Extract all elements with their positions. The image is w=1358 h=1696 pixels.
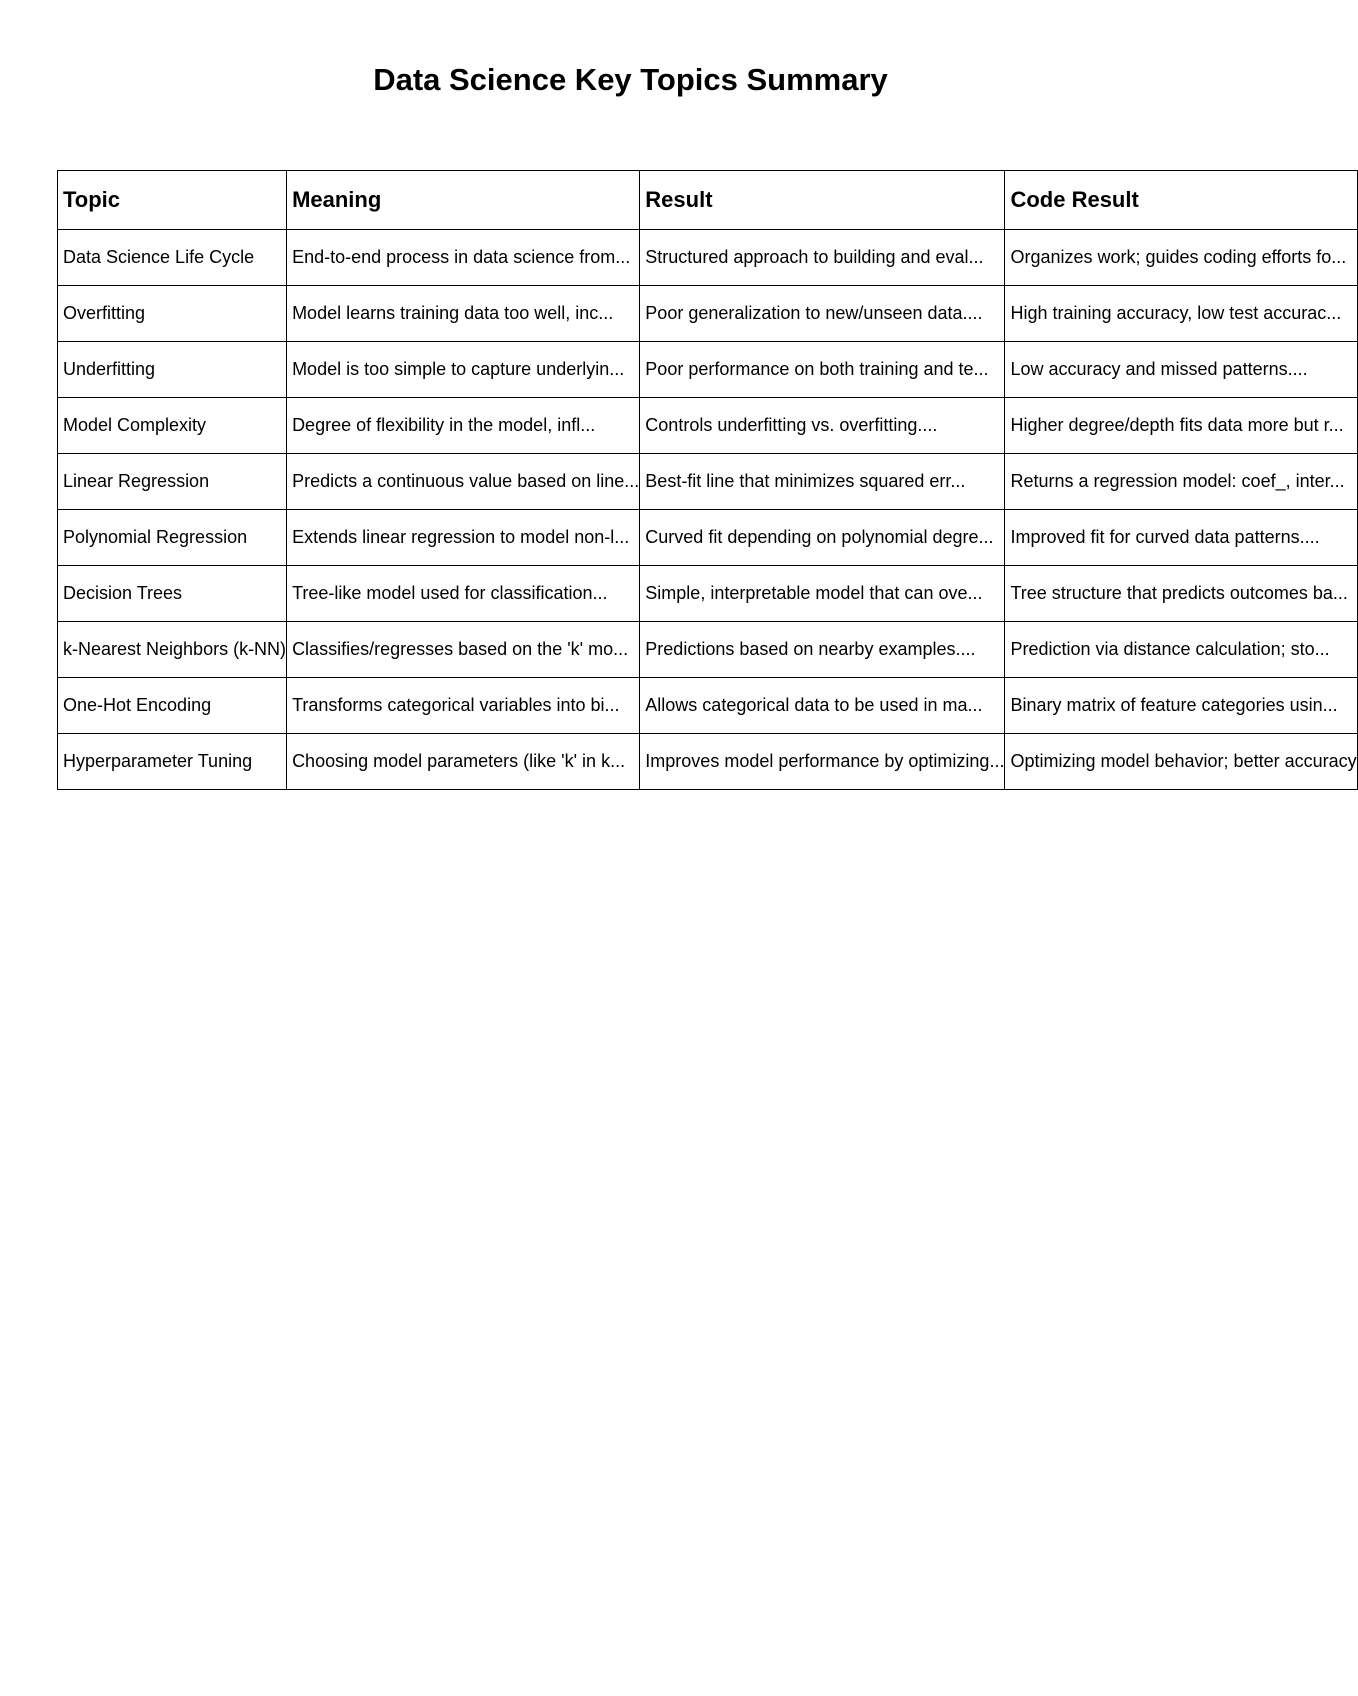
- cell-meaning: Degree of flexibility in the model, infl...: [287, 398, 640, 454]
- column-header-meaning: Meaning: [287, 171, 640, 230]
- column-header-topic: Topic: [58, 171, 287, 230]
- cell-meaning: End-to-end process in data science from...: [287, 230, 640, 286]
- cell-meaning: Tree-like model used for classification...: [287, 566, 640, 622]
- cell-topic: One-Hot Encoding: [58, 678, 287, 734]
- cell-result: Allows categorical data to be used in ma...: [640, 678, 1005, 734]
- cell-meaning: Model learns training data too well, inc...: [287, 286, 640, 342]
- cell-meaning: Transforms categorical variables into bi...: [287, 678, 640, 734]
- cell-result: Structured approach to building and eval...: [640, 230, 1005, 286]
- table-row: [58, 342, 1358, 398]
- column-header-result: Result: [640, 171, 1005, 230]
- cell-meaning: Predicts a continuous value based on line...: [287, 454, 640, 510]
- cell-result: Curved fit depending on polynomial degre...: [640, 510, 1005, 566]
- cell-meaning: Choosing model parameters (like 'k' in k...: [287, 734, 640, 790]
- cell-result: Best-fit line that minimizes squared err...: [640, 454, 1005, 510]
- table-row: [58, 510, 1358, 566]
- cell-result: Poor generalization to new/unseen data....: [640, 286, 1005, 342]
- cell-code-result: High training accuracy, low test accurac...: [1005, 286, 1357, 342]
- table-row: [58, 678, 1358, 734]
- cell-result: Improves model performance by optimizing...: [640, 734, 1005, 790]
- cell-code-result: Optimizing model behavior; better accuracy: [1005, 734, 1357, 790]
- page-title: Data Science Key Topics Summary: [373, 62, 888, 97]
- column-header-code-result: Code Result: [1005, 171, 1357, 230]
- table-row: [58, 398, 1358, 454]
- table-row: [58, 566, 1358, 622]
- cell-topic: Overfitting: [58, 286, 287, 342]
- cell-meaning: Model is too simple to capture underlyin...: [287, 342, 640, 398]
- table-row: [58, 734, 1358, 790]
- table-row: [58, 622, 1358, 678]
- cell-result: Predictions based on nearby examples....: [640, 622, 1005, 678]
- cell-topic: Hyperparameter Tuning: [58, 734, 287, 790]
- cell-topic: Data Science Life Cycle: [58, 230, 287, 286]
- table-row: [58, 286, 1358, 342]
- table-header-row: [58, 171, 1358, 230]
- topics-table: [57, 170, 1358, 790]
- cell-topic: Decision Trees: [58, 566, 287, 622]
- cell-meaning: Classifies/regresses based on the 'k' mo...: [287, 622, 640, 678]
- cell-code-result: Organizes work; guides coding efforts fo...: [1005, 230, 1357, 286]
- cell-meaning: Extends linear regression to model non-l...: [287, 510, 640, 566]
- cell-code-result: Returns a regression model: coef_, inter...: [1005, 454, 1357, 510]
- cell-topic: Linear Regression: [58, 454, 287, 510]
- cell-code-result: Improved fit for curved data patterns....: [1005, 510, 1357, 566]
- cell-topic: Underfitting: [58, 342, 287, 398]
- cell-code-result: Prediction via distance calculation; sto...: [1005, 622, 1357, 678]
- table-row: [58, 454, 1358, 510]
- cell-code-result: Tree structure that predicts outcomes ba...: [1005, 566, 1357, 622]
- cell-result: Simple, interpretable model that can ove...: [640, 566, 1005, 622]
- cell-result: Poor performance on both training and te...: [640, 342, 1005, 398]
- cell-topic: k-Nearest Neighbors (k-NN): [58, 622, 287, 678]
- cell-code-result: Binary matrix of feature categories usin...: [1005, 678, 1357, 734]
- cell-topic: Polynomial Regression: [58, 510, 287, 566]
- cell-code-result: Low accuracy and missed patterns....: [1005, 342, 1357, 398]
- cell-result: Controls underfitting vs. overfitting....: [640, 398, 1005, 454]
- cell-topic: Model Complexity: [58, 398, 287, 454]
- cell-code-result: Higher degree/depth fits data more but r...: [1005, 398, 1357, 454]
- table-row: [58, 230, 1358, 286]
